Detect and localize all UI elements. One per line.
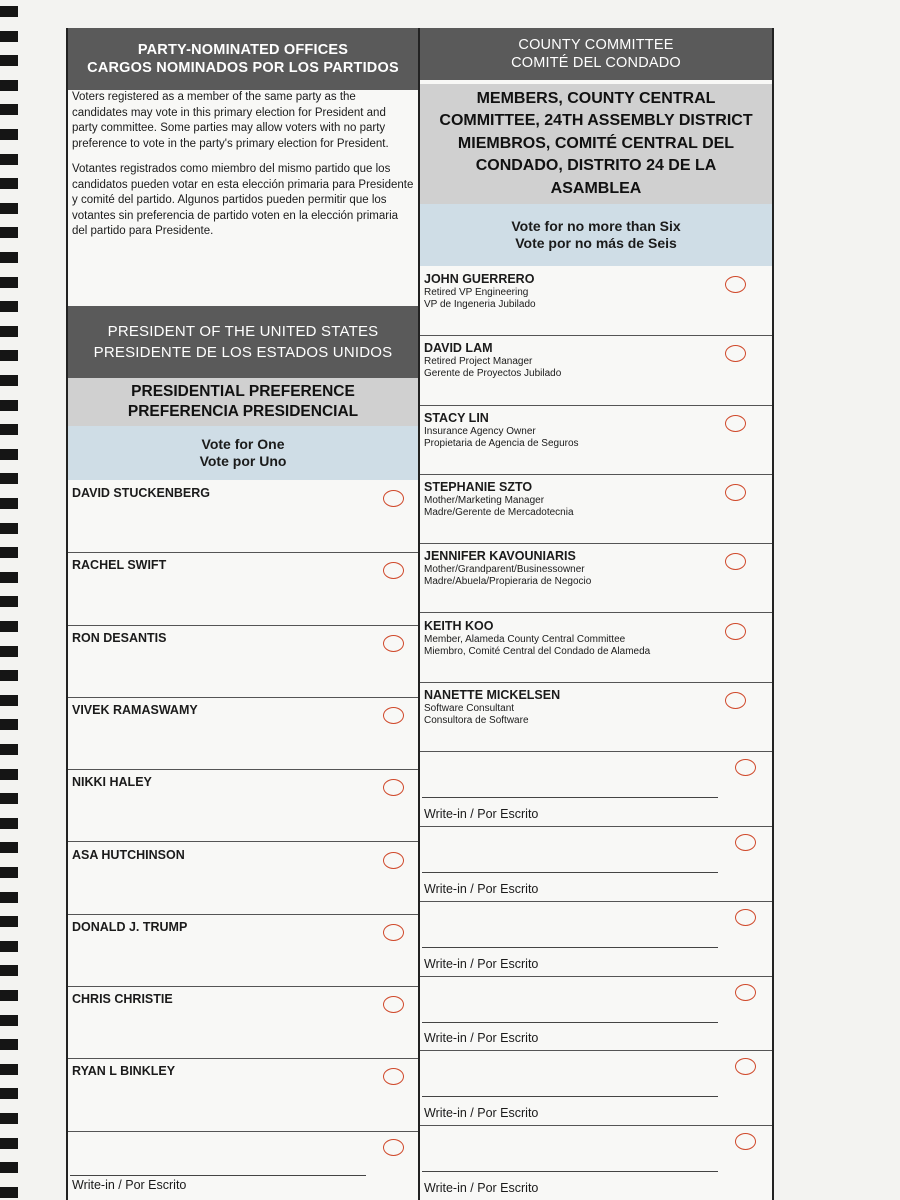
header-line-en: PARTY-NOMINATED OFFICES bbox=[137, 42, 349, 58]
timing-mark bbox=[0, 227, 18, 238]
occupation-line: Madre/Gerente de Mercadotecnia bbox=[424, 506, 574, 518]
candidate-occupation bbox=[424, 495, 574, 519]
candidate-occupation bbox=[424, 287, 536, 311]
ballot-page bbox=[66, 28, 774, 1200]
vote-oval[interactable] bbox=[735, 1058, 756, 1075]
vote-oval[interactable] bbox=[725, 484, 746, 501]
timing-mark bbox=[0, 31, 18, 42]
party-nominated-header bbox=[68, 28, 418, 90]
write-in-line[interactable] bbox=[422, 1096, 718, 1097]
candidate-name: DAVID LAM bbox=[424, 341, 493, 356]
timing-mark bbox=[0, 744, 18, 755]
candidate-row bbox=[68, 769, 418, 842]
party-nominated-column bbox=[68, 28, 420, 1200]
timing-mark bbox=[0, 670, 18, 681]
write-in-row bbox=[420, 1050, 772, 1126]
candidate-name: STEPHANIE SZTO bbox=[424, 479, 533, 494]
candidate-row bbox=[420, 335, 772, 405]
write-in-label: Write-in / Por Escrito bbox=[424, 956, 539, 971]
occupation-line: Retired VP Engineering bbox=[424, 287, 529, 298]
vote-oval[interactable] bbox=[735, 759, 756, 776]
timing-mark bbox=[0, 892, 18, 903]
timing-mark bbox=[0, 104, 18, 115]
vote-oval[interactable] bbox=[735, 984, 756, 1001]
header-line-es: COMITÉ DEL CONDADO bbox=[511, 55, 681, 71]
contest-header bbox=[68, 378, 418, 426]
timing-mark bbox=[0, 1064, 18, 1075]
timing-mark bbox=[0, 129, 18, 140]
contest-title-line: MEMBERS, COUNTY CENTRAL bbox=[476, 89, 716, 107]
timing-mark bbox=[0, 769, 18, 780]
write-in-row bbox=[420, 901, 772, 977]
timing-mark bbox=[0, 449, 18, 460]
write-in-line[interactable] bbox=[422, 1171, 718, 1172]
occupation-line: Madre/Abuela/Propieraria de Negocio bbox=[424, 576, 592, 588]
candidate-name: NANETTE MICKELSEN bbox=[424, 687, 561, 702]
write-in-label: Write-in / Por Escrito bbox=[424, 1106, 539, 1121]
candidate-row bbox=[68, 625, 418, 698]
vote-oval[interactable] bbox=[725, 415, 746, 432]
write-in-line[interactable] bbox=[422, 797, 718, 798]
write-in-label: Write-in / Por Escrito bbox=[72, 1177, 187, 1192]
candidate-row bbox=[420, 266, 772, 336]
timing-mark bbox=[0, 375, 18, 386]
write-in-row bbox=[420, 976, 772, 1052]
occupation-line: Mother/Marketing Manager bbox=[424, 494, 545, 506]
timing-mark bbox=[0, 400, 18, 411]
vote-oval[interactable] bbox=[725, 623, 746, 640]
timing-mark bbox=[0, 473, 18, 484]
timing-mark bbox=[0, 178, 18, 189]
candidate-row bbox=[68, 842, 418, 915]
timing-mark bbox=[0, 203, 18, 214]
vote-oval[interactable] bbox=[383, 1139, 404, 1156]
timing-mark bbox=[0, 547, 18, 558]
occupation-line: Gerente de Proyectos Jubilado bbox=[424, 368, 562, 380]
timing-mark bbox=[0, 867, 18, 878]
contest-header bbox=[420, 84, 772, 204]
occupation-line: Mother/Grandparent/Businessowner bbox=[424, 564, 585, 576]
contest-title-line: COMMITTEE, 24TH ASSEMBLY DISTRICT bbox=[439, 112, 753, 130]
timing-mark bbox=[0, 1015, 18, 1026]
vote-instruction-en: Vote for no more than Six bbox=[511, 218, 681, 234]
vote-oval[interactable] bbox=[725, 345, 746, 362]
header-line-es: CARGOS NOMINADOS POR LOS PARTIDOS bbox=[87, 60, 399, 76]
timing-mark bbox=[0, 941, 18, 952]
candidate-row bbox=[68, 552, 418, 625]
county-committee-column bbox=[420, 28, 772, 1200]
timing-mark bbox=[0, 154, 18, 165]
contest-title-line: CONDADO, DISTRITO 24 DE LA bbox=[475, 157, 717, 175]
vote-oval[interactable] bbox=[383, 924, 404, 941]
write-in-line[interactable] bbox=[70, 1175, 366, 1176]
timing-mark bbox=[0, 1187, 18, 1198]
vote-oval[interactable] bbox=[725, 276, 746, 293]
write-in-label: Write-in / Por Escrito bbox=[424, 806, 539, 821]
vote-oval[interactable] bbox=[383, 562, 404, 579]
candidate-occupation bbox=[424, 356, 561, 380]
candidate-name: NIKKI HALEY bbox=[72, 775, 152, 790]
vote-instruction bbox=[420, 204, 772, 266]
contest-title-en: PRESIDENTIAL PREFERENCE bbox=[131, 383, 355, 400]
candidate-row bbox=[68, 914, 418, 987]
write-in-label: Write-in / Por Escrito bbox=[424, 1031, 539, 1046]
vote-oval[interactable] bbox=[383, 707, 404, 724]
timing-mark bbox=[0, 80, 18, 91]
vote-instruction-en: Vote for One bbox=[201, 436, 285, 452]
timing-mark bbox=[0, 55, 18, 66]
candidate-name: DONALD J. TRUMP bbox=[72, 919, 188, 934]
timing-mark bbox=[0, 695, 18, 706]
write-in-label: Write-in / Por Escrito bbox=[424, 1180, 539, 1195]
vote-instruction bbox=[68, 426, 418, 480]
timing-mark bbox=[0, 965, 18, 976]
occupation-line: Propietaria de Agencia de Seguros bbox=[424, 437, 579, 449]
write-in-line[interactable] bbox=[422, 872, 718, 873]
candidate-row bbox=[68, 697, 418, 770]
vote-instruction-es: Vote por Uno bbox=[199, 453, 287, 469]
timing-mark bbox=[0, 818, 18, 829]
timing-mark bbox=[0, 646, 18, 657]
candidate-name: KEITH KOO bbox=[424, 618, 494, 633]
vote-oval[interactable] bbox=[383, 852, 404, 869]
timing-marks bbox=[0, 0, 30, 1200]
candidate-occupation bbox=[424, 703, 529, 727]
contest-title-es: PREFERENCIA PRESIDENCIAL bbox=[127, 403, 359, 420]
timing-mark bbox=[0, 572, 18, 583]
timing-mark bbox=[0, 350, 18, 361]
candidate-row bbox=[420, 613, 772, 683]
occupation-line: VP de Ingeneria Jubilado bbox=[424, 299, 536, 310]
timing-mark bbox=[0, 6, 18, 17]
contest-title-line: ASAMBLEA bbox=[550, 179, 642, 197]
timing-mark bbox=[0, 990, 18, 1001]
occupation-line: Miembro, Comité Central del Condado de Alameda bbox=[424, 645, 651, 657]
candidate-name: VIVEK RAMASWAMY bbox=[72, 702, 198, 717]
candidate-name: DAVID STUCKENBERG bbox=[72, 486, 210, 500]
vote-instruction-es: Vote por no más de Seis bbox=[515, 235, 677, 251]
candidate-row bbox=[420, 405, 772, 475]
timing-mark bbox=[0, 1138, 18, 1149]
vote-oval[interactable] bbox=[383, 779, 404, 796]
candidate-name: RYAN L BINKLEY bbox=[72, 1064, 176, 1079]
contest-title-line: MIEMBROS, COMITÉ CENTRAL DEL bbox=[457, 134, 735, 152]
candidate-name: JOHN GUERRERO bbox=[424, 272, 535, 286]
candidate-occupation bbox=[424, 634, 650, 658]
occupation-line: Software Consultant bbox=[424, 702, 515, 714]
candidate-name: ASA HUTCHINSON bbox=[72, 847, 185, 862]
vote-oval[interactable] bbox=[735, 909, 756, 926]
occupation-line: Member, Alameda County Central Committee bbox=[424, 633, 626, 645]
timing-mark bbox=[0, 1039, 18, 1050]
vote-oval[interactable] bbox=[383, 996, 404, 1013]
timing-mark bbox=[0, 424, 18, 435]
occupation-line: Insurance Agency Owner bbox=[424, 425, 536, 437]
timing-mark bbox=[0, 301, 18, 312]
vote-oval[interactable] bbox=[383, 635, 404, 652]
timing-mark bbox=[0, 621, 18, 632]
timing-mark bbox=[0, 326, 18, 337]
write-in-row bbox=[68, 1131, 418, 1200]
candidate-name: STACY LIN bbox=[424, 410, 489, 425]
candidate-row bbox=[420, 474, 772, 544]
timing-mark bbox=[0, 842, 18, 853]
office-header bbox=[68, 306, 418, 378]
timing-mark bbox=[0, 719, 18, 730]
candidate-name: CHRIS CHRISTIE bbox=[72, 992, 173, 1007]
candidate-row bbox=[420, 682, 772, 752]
candidate-occupation bbox=[424, 426, 579, 450]
write-in-row bbox=[420, 1125, 772, 1200]
vote-oval[interactable] bbox=[735, 834, 756, 851]
candidate-occupation bbox=[424, 564, 591, 588]
vote-oval[interactable] bbox=[383, 490, 404, 507]
timing-mark bbox=[0, 252, 18, 263]
timing-mark bbox=[0, 498, 18, 509]
write-in-row bbox=[420, 826, 772, 902]
timing-mark bbox=[0, 793, 18, 804]
timing-mark bbox=[0, 916, 18, 927]
county-committee-header bbox=[420, 28, 772, 80]
vote-oval[interactable] bbox=[735, 1133, 756, 1150]
vote-oval[interactable] bbox=[725, 692, 746, 709]
write-in-row bbox=[420, 751, 772, 827]
vote-oval[interactable] bbox=[725, 553, 746, 570]
header-line-en: COUNTY COMMITTEE bbox=[518, 37, 674, 53]
timing-mark bbox=[0, 1113, 18, 1124]
instructions-spanish: Votantes registrados como miembro del mismo partido que los candidatos pueden votar en esta elección primaria para Presidente y comité del partido. Algunos partidos pueden permitir que los votantes sin preferencia de partido voten en la elección primaria del partido para Presidente. bbox=[72, 163, 414, 237]
timing-mark bbox=[0, 1162, 18, 1173]
instructions bbox=[68, 84, 418, 312]
candidate-row bbox=[420, 543, 772, 613]
candidate-row bbox=[68, 986, 418, 1059]
office-title-en: PRESIDENT OF THE UNITED STATES bbox=[107, 323, 379, 340]
instructions-english: Voters registered as a member of the same party as the candidates may vote in this primary election for President and party committee. Some parties may allow voters with no party preference to vote in the party's primary election for President. bbox=[72, 91, 389, 150]
office-title-es: PRESIDENTE DE LOS ESTADOS UNIDOS bbox=[93, 344, 393, 361]
vote-oval[interactable] bbox=[383, 1068, 404, 1085]
timing-mark bbox=[0, 523, 18, 534]
write-in-line[interactable] bbox=[422, 1022, 718, 1023]
timing-mark bbox=[0, 1088, 18, 1099]
candidate-name: JENNIFER KAVOUNIARIS bbox=[424, 549, 576, 564]
candidate-name: RACHEL SWIFT bbox=[72, 558, 167, 573]
candidate-name: RON DESANTIS bbox=[72, 630, 167, 645]
write-in-line[interactable] bbox=[422, 947, 718, 948]
candidate-row bbox=[68, 480, 418, 553]
timing-mark bbox=[0, 596, 18, 607]
occupation-line: Retired Project Manager bbox=[424, 356, 533, 368]
timing-mark bbox=[0, 277, 18, 288]
occupation-line: Consultora de Software bbox=[424, 714, 529, 726]
candidate-row bbox=[68, 1058, 418, 1131]
write-in-label: Write-in / Por Escrito bbox=[424, 881, 539, 896]
